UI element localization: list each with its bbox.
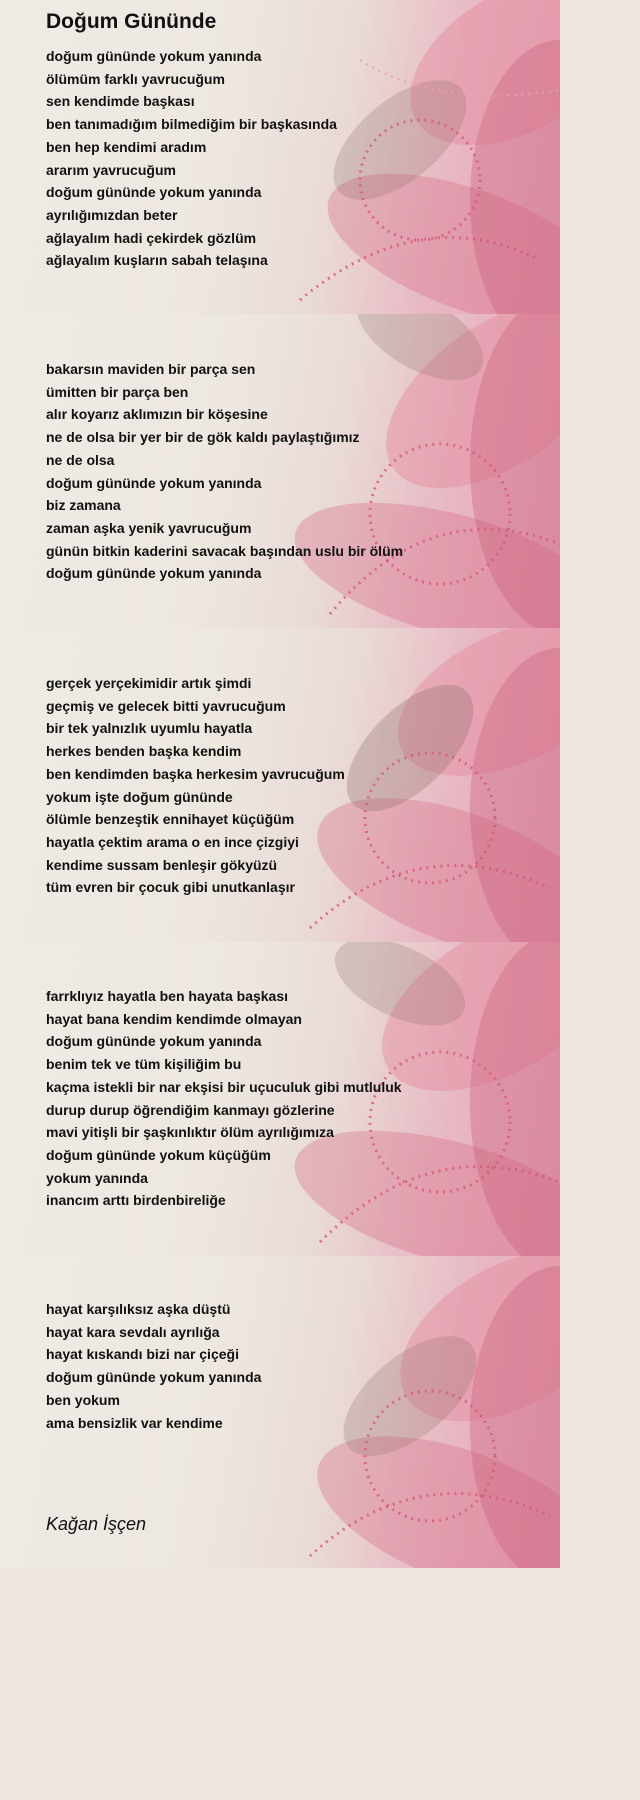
poem-line: bakarsın maviden bir parça sen: [46, 361, 256, 377]
poem-line: doğum gününde yokum yanında: [46, 565, 262, 582]
stanza-4: [46, 985, 402, 1212]
poem-line: mavi yitişli bir şaşkınlıktır ölüm ayrılığımıza: [46, 1124, 334, 1141]
poem-line: ben tanımadığım bilmediğim bir başkasında: [46, 116, 337, 133]
poem-line: hayatla çektim arama o en ince çizgiyi: [46, 833, 299, 850]
poem-line: ölümüm farklı yavrucuğum: [46, 70, 225, 87]
poem-line: geçmiş ve gelecek bitti yavrucuğum: [46, 697, 286, 714]
poem-line: ağlayalım hadi çekirdek gözlüm: [46, 229, 257, 246]
poem-line: doğum gününde yokum küçüğüm: [46, 1146, 271, 1163]
stanza-1: [46, 45, 337, 272]
poem-line: benim tek ve tüm kişiliğim bu: [46, 1056, 242, 1073]
poem-line: durup durup öğrendiğim kanmayı gözlerine: [46, 1101, 335, 1118]
poem-line: ağlayalım kuşların sabah telaşına: [46, 252, 268, 269]
poem-line: doğum gününde yokum yanında: [46, 48, 262, 64]
poem-line: hayat bana kendim kendimde olmayan: [46, 1010, 302, 1027]
stanza-5: [46, 1298, 261, 1434]
poem-line: ümitten bir parça ben: [46, 383, 189, 400]
poem-line: günün bitkin kaderini savacak başından uslu bir ölüm: [46, 542, 404, 559]
poem-line: biz zamana: [46, 497, 121, 514]
poem-line: hayat kıskandı bizi nar çiçeği: [46, 1346, 239, 1363]
poem-line: bir tek yalnızlık uyumlu hayatla: [46, 720, 253, 737]
poem-line: doğum gününde yokum yanında: [46, 184, 262, 201]
poem-line: ben kendimden başka herkesim yavrucuğum: [46, 765, 345, 782]
stanza-3: [46, 672, 345, 899]
poem-line: ne de olsa bir yer bir de gök kaldı paylaştığımız: [46, 429, 360, 446]
poem-line: herkes benden başka kendim: [46, 743, 242, 760]
poem-author: Kağan İşçen: [46, 1514, 147, 1534]
poem-line: sen kendimde başkası: [46, 93, 195, 110]
poem-line: yokum yanında: [46, 1169, 148, 1186]
poem-line: hayat kara sevdalı ayrılığa: [46, 1323, 220, 1340]
poem-line: doğum gününde yokum yanında: [46, 1033, 262, 1050]
poem-line: doğum gününde yokum yanında: [46, 474, 262, 491]
poem-title: Doğum Gününde: [46, 10, 217, 33]
poem-line: inancım arttı birdenbireliğe: [46, 1192, 226, 1209]
poem-line: ayrılığımızdan beter: [46, 206, 178, 223]
poem-line: ben yokum: [46, 1391, 120, 1408]
poem-line: doğum gününde yokum yanında: [46, 1369, 262, 1386]
poem-line: alır koyarız aklımızın bir köşesine: [46, 406, 268, 423]
poem-line: gerçek yerçekimidir artık şimdi: [46, 675, 252, 691]
poem-line: ölümle benzeştik ennihayet küçüğüm: [46, 811, 295, 828]
poem-line: hayat karşılıksız aşka düştü: [46, 1301, 231, 1317]
stanza-2: [46, 358, 403, 585]
poem-line: zaman aşka yenik yavrucuğum: [46, 519, 252, 536]
poem-line: ne de olsa: [46, 451, 115, 468]
poem-line: ben hep kendimi aradım: [46, 138, 207, 155]
poem-line: farrklıyız hayatla ben hayata başkası: [46, 988, 289, 1004]
poem-line: kendime sussam benleşir gökyüzü: [46, 856, 278, 873]
poem-line: ararım yavrucuğum: [46, 161, 176, 178]
poem-line: yokum işte doğum gününde: [46, 788, 233, 805]
poem-line: kaçma istekli bir nar ekşisi bir uçuculuk gibi mutluluk: [46, 1078, 402, 1095]
poem-line: tüm evren bir çocuk gibi unutkanlaşır: [46, 879, 295, 896]
poem-line: ama bensizlik var kendime: [46, 1414, 223, 1431]
